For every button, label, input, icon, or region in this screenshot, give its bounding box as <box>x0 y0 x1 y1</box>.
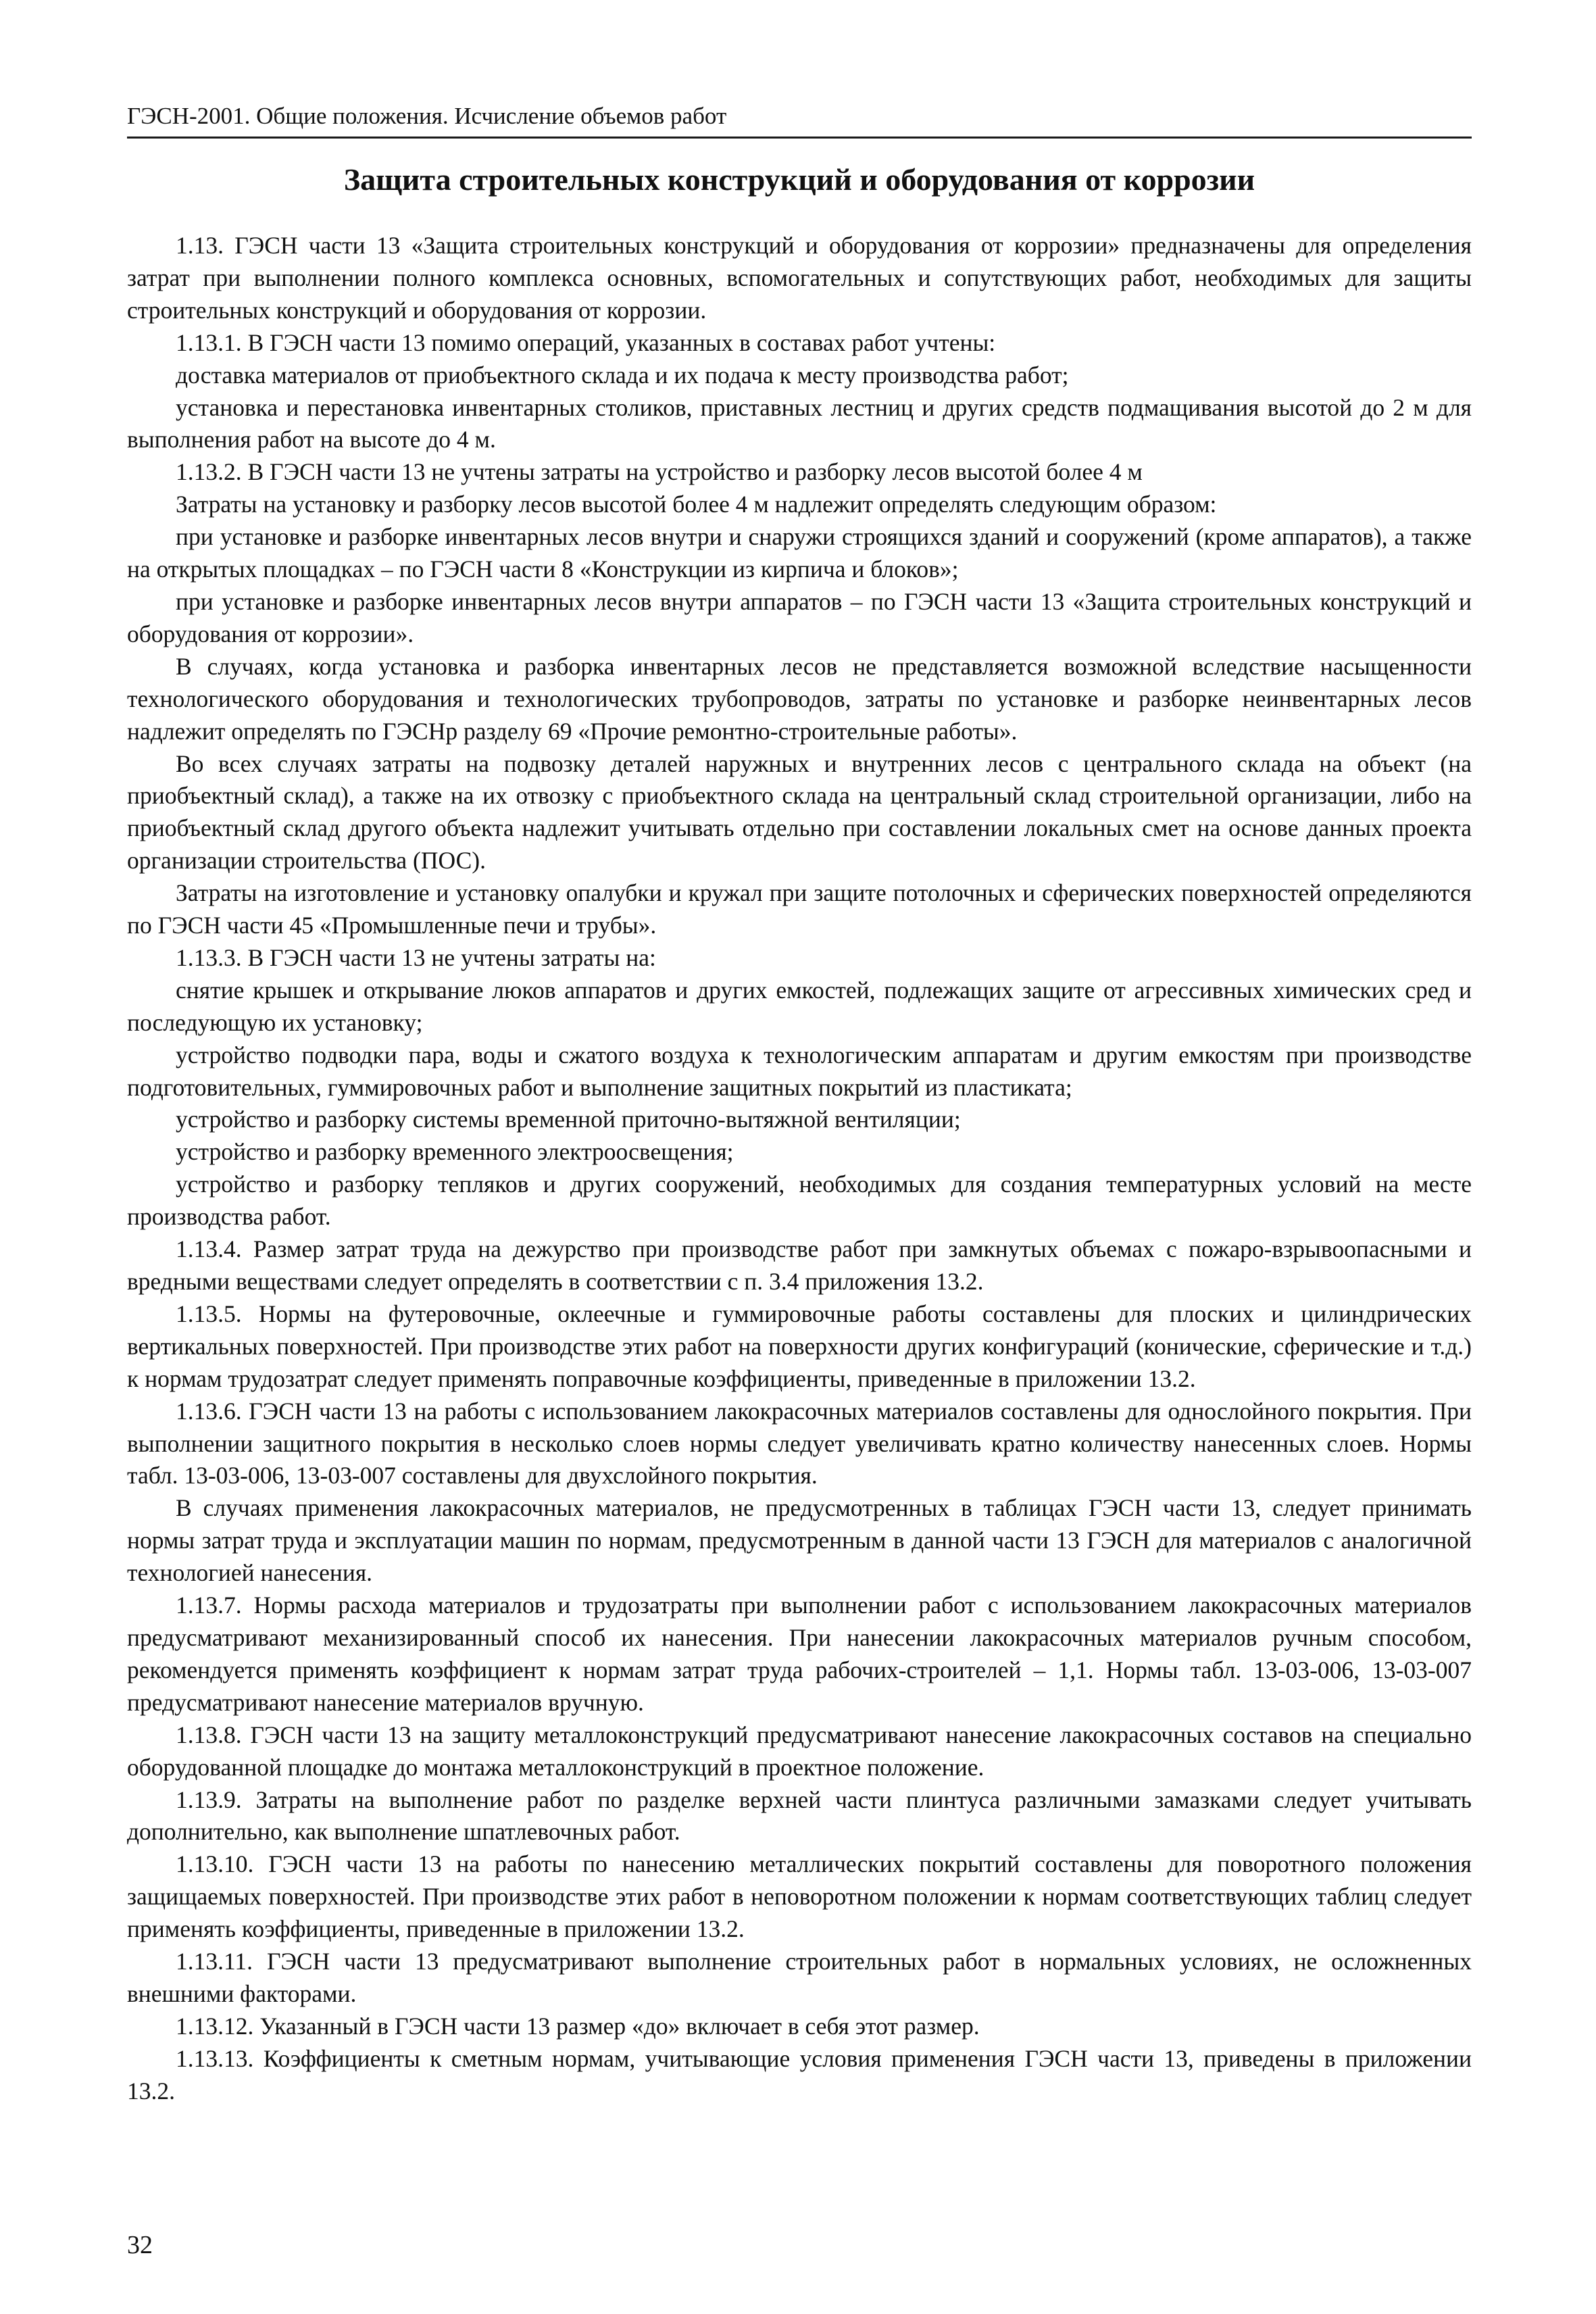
paragraph: 1.13.1. В ГЭСН части 13 помимо операций, указанных в составах работ учтены: <box>176 328 996 356</box>
paragraph: 1.13.6. ГЭСН части 13 на работы с использованием лакокрасочных материалов составлены для однослойного покрытия. При выполнении защитного покрытия в несколько слоев нормы следует увеличивать кратно количеству нанесенных слоев. Нормы табл. 13-03-006, 13-03-007 составлены для двухслойного покрытия. <box>127 1397 1472 1490</box>
paragraph: Затраты на изготовление и установку опалубки и кружал при защите потолочных и сферических поверхностей определяются по ГЭСН части 45 «Промышленные печи и трубы». <box>127 879 1472 939</box>
paragraph: 1.13.12. Указанный в ГЭСН части 13 размер «до» включает в себя этот размер. <box>176 2012 980 2040</box>
body-text <box>127 230 1472 2108</box>
paragraph: при установке и разборке инвентарных лесов внутри аппаратов – по ГЭСН части 13 «Защита строительных конструкций и оборудования от коррозии». <box>127 587 1472 647</box>
paragraph: Во всех случаях затраты на подвозку деталей наружных и внутренних лесов с центрального склада на объект (на приобъектный склад), а также на их отвозку с приобъектного склада на центральный склад строительной организации, либо на приобъектный склад другого объекта надлежит учитывать отдельно при составлении локальных смет на основе данных проекта организации строительства (ПОС). <box>127 749 1472 875</box>
paragraph: при установке и разборке инвентарных лесов внутри и снаружи строящихся зданий и сооружений (кроме аппаратов), а также на открытых площадках – по ГЭСН части 8 «Конструкции из кирпича и блоков»; <box>127 523 1472 583</box>
paragraph: 1.13.11. ГЭСН части 13 предусматривают выполнение строительных работ в нормальных условиях, не осложненных внешними факторами. <box>127 1948 1472 2007</box>
paragraph: 1.13.9. Затраты на выполнение работ по разделке верхней части плинтуса различными замазками следует учитывать дополнительно, как выполнение шпатлевочных работ. <box>127 1786 1472 1846</box>
paragraph: 1.13.5. Нормы на футеровочные, оклеечные и гуммировочные работы составлены для плоских и цилиндрических вертикальных поверхностей. При производстве этих работ на поверхности других конфигураций (конические, сферические и т.д.) к нормам трудозатрат следует применять поправочные коэффициенты, приведенные в приложении 13.2. <box>127 1300 1472 1392</box>
paragraph: 1.13. ГЭСН части 13 «Защита строительных конструкций и оборудования от коррозии» предназначены для определения затрат при выполнении полного комплекса основных, вспомогательных и сопутствующих работ, необходимых для защиты строительных конструкций и оборудования от коррозии. <box>127 232 1472 324</box>
paragraph: устройство подводки пара, воды и сжатого воздуха к технологическим аппаратам и другим емкостям при производстве подготовительных, гуммировочных работ и выполнение защитных покрытий из пластиката; <box>127 1041 1472 1101</box>
paragraph: В случаях применения лакокрасочных материалов, не предусмотренных в таблицах ГЭСН части 13, следует принимать нормы затрат труда и эксплуатации машин по нормам, предусмотренным в данной части 13 ГЭСН для материалов с аналогичной технологией нанесения. <box>127 1494 1472 1587</box>
paragraph: 1.13.13. Коэффициенты к сметным нормам, учитывающие условия применения ГЭСН части 13, приведены в приложении 13.2. <box>127 2044 1472 2104</box>
paragraph: 1.13.2. В ГЭСН части 13 не учтены затраты на устройство и разборку лесов высотой более 4 м <box>176 458 1143 486</box>
paragraph: 1.13.7. Нормы расхода материалов и трудозатраты при выполнении работ с использованием лакокрасочных материалов предусматривают механизированный способ их нанесения. При нанесении лакокрасочных материалов ручным способом, рекомендуется применять коэффициент к нормам затрат труда рабочих-строителей – 1,1. Нормы табл. 13-03-006, 13-03-007 предусматривают нанесение материалов вручную. <box>127 1592 1472 1716</box>
paragraph: устройство и разборку тепляков и других сооружений, необходимых для создания температурных условий на месте производства работ. <box>127 1171 1472 1231</box>
paragraph: 1.13.10. ГЭСН части 13 на работы по нанесению металлических покрытий составлены для поворотного положения защищаемых поверхностей. При производстве этих работ в неповоротном положении к нормам соответствующих таблиц следует применять коэффициенты, приведенные в приложении 13.2. <box>127 1850 1472 1943</box>
paragraph: 1.13.4. Размер затрат труда на дежурство при производстве работ при замкнутых объемах с пожаро-взрывоопасными и вредными веществами следует определять в соответствии с п. 3.4 приложения 13.2. <box>127 1235 1472 1295</box>
paragraph: снятие крышек и открывание люков аппаратов и других емкостей, подлежащих защите от агрессивных химических сред и последующую их установку; <box>127 976 1472 1036</box>
page-number: 32 <box>127 2231 153 2259</box>
paragraph: установка и перестановка инвентарных столиков, приставных лестниц и других средств подмащивания высотой до 2 м для выполнения работ на высоте до 4 м. <box>127 393 1472 453</box>
paragraph: В случаях, когда установка и разборка инвентарных лесов не представляется возможной вследствие насыщенности технологического оборудования и технологических трубопроводов, затраты по установке и разборке неинвентарных лесов надлежит определять по ГЭСНр разделу 69 «Прочие ремонтно-строительные работы». <box>127 652 1472 745</box>
paragraph: устройство и разборку системы временной приточно-вытяжной вентиляции; <box>176 1106 961 1133</box>
paragraph: 1.13.3. В ГЭСН части 13 не учтены затраты на: <box>176 943 656 971</box>
header-rule <box>127 137 1472 139</box>
paragraph: Затраты на установку и разборку лесов высотой более 4 м надлежит определять следующим образом: <box>176 491 1217 518</box>
paragraph: устройство и разборку временного электроосвещения; <box>176 1138 734 1166</box>
running-header: ГЭСН-2001. Общие положения. Исчисление объемов работ <box>127 103 727 129</box>
section-title: Защита строительных конструкций и оборудования от коррозии <box>343 162 1255 197</box>
paragraph: доставка материалов от приобъектного склада и их подача к месту производства работ; <box>176 361 1069 389</box>
paragraph: 1.13.8. ГЭСН части 13 на защиту металлоконструкций предусматривают нанесение лакокрасочных составов на специально оборудованной площадке до монтажа металлоконструкций в проектное положение. <box>127 1721 1472 1781</box>
